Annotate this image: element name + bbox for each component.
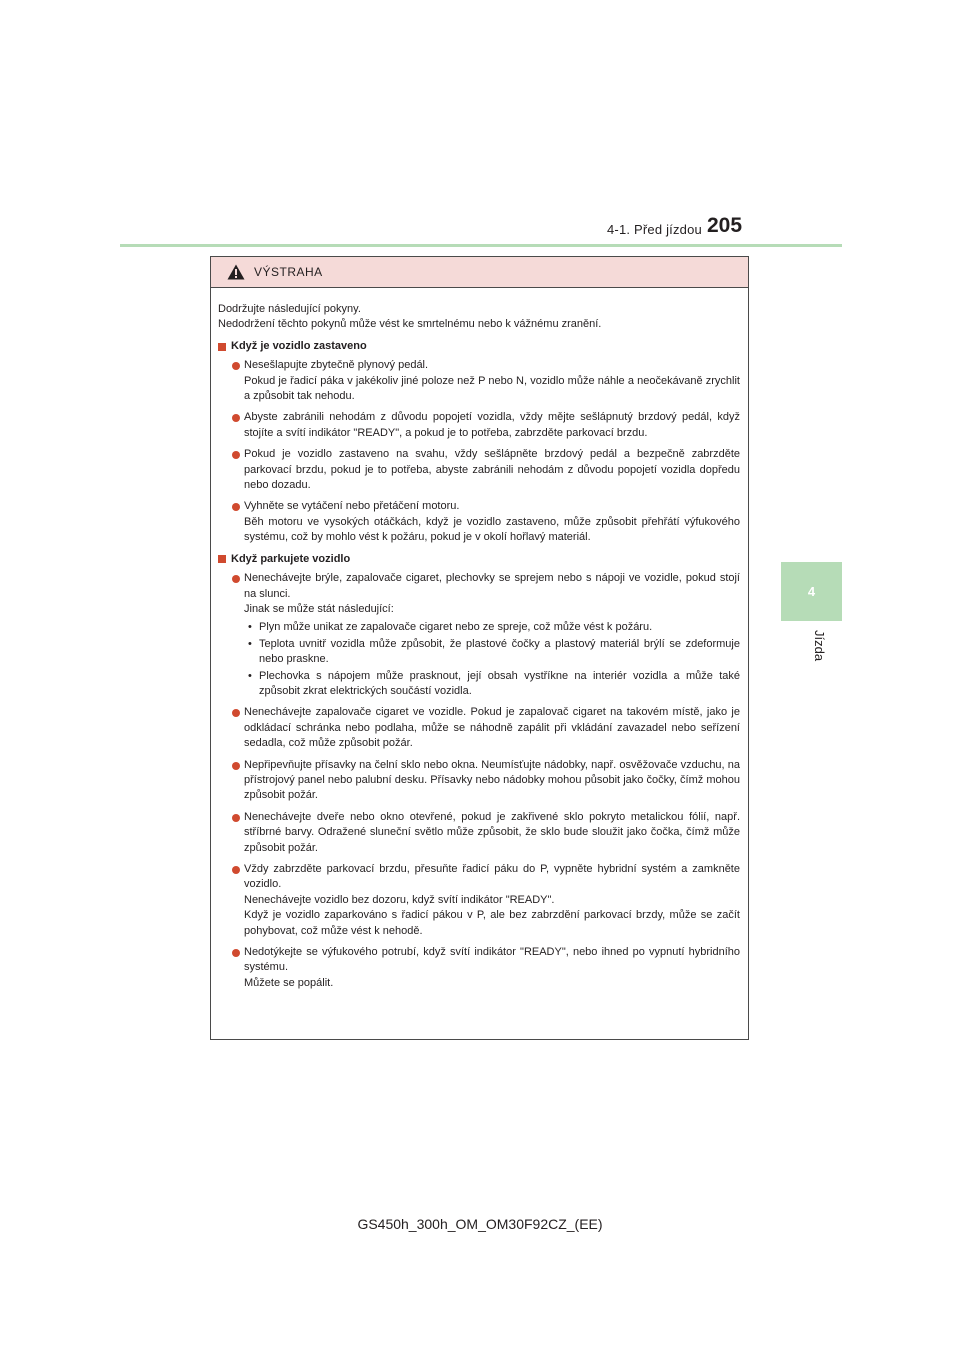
bullet-line: Nedotýkejte se výfukového potrubí, když svítí indikátor "READY", nebo ihned po vypnutí hybridního systému.: [244, 946, 740, 974]
warning-bullet: [218, 758, 740, 804]
section-heading-text: Když parkujete vozidlo: [231, 552, 351, 565]
warning-title: VÝSTRAHA: [254, 265, 323, 279]
square-bullet-icon: [218, 555, 226, 563]
sub-list: [244, 620, 740, 699]
page-number: 205: [707, 214, 743, 237]
warning-bullet: [218, 810, 740, 856]
sub-list-text: Teplota uvnitř vozidla může způsobit, že plastové čočky a plastový materiál brýlí se zdeformuje nebo praskne.: [259, 637, 740, 666]
square-bullet-icon: [218, 343, 226, 351]
dot-marker-icon: •: [248, 669, 252, 682]
bullet-line: Pokud je řadicí páka v jakékoliv jiné poloze než P nebo N, vozidlo může náhle a neočekávaně zrychlit a způsobit tak nehodu.: [244, 374, 740, 403]
dot-marker-icon: •: [248, 637, 252, 650]
intro-line: Dodržujte následující pokyny.: [218, 303, 361, 315]
header-rule: [120, 244, 842, 247]
warning-bullet: [218, 945, 740, 991]
warning-triangle-icon: [227, 264, 245, 280]
bullet-line: Nesešlapujte zbytečně plynový pedál.: [244, 359, 429, 372]
round-bullet-icon: [232, 949, 240, 957]
bullet-line: Nenechávejte zapalovače cigaret ve vozidle. Pokud je zapalovač cigaret na takovém místě, jako je odkládací schránka nebo podlaha, může se náhodně zapálit při vkládání zavazadel nebo seřízení sedadla, což může způsobit požár.: [244, 706, 740, 750]
chapter-label: Jízda: [812, 630, 827, 662]
bullet-line: Vždy zabrzděte parkovací brzdu, přesuňte řadicí páku do P, vypněte hybridní systém a zamkněte vozidlo.: [244, 863, 740, 891]
section-heading: [218, 552, 740, 567]
section-title: 4-1. Před jízdou: [607, 222, 702, 237]
bullet-line: Nenechávejte brýle, zapalovače cigaret, plechovky se sprejem nebo s nápoji ve vozidle, pokud stojí na slunci.: [244, 572, 740, 600]
bullet-line: Pokud je vozidlo zastaveno na svahu, vždy sešlápněte brzdový pedál a bezpečně zabrzděte parkovací brzdu, pokud je to potřeba, abyste zabránili nehodám z důvodu popojetí vozidla dopředu nebo dozadu.: [244, 448, 740, 492]
warning-body: [211, 288, 748, 991]
round-bullet-icon: [232, 362, 240, 370]
sub-list-text: Plechovka s nápojem může prasknout, její obsah vystříkne na interiér vozidla a může také způsobit zkrat elektrických součástí vozidla.: [259, 669, 740, 697]
section-heading: [218, 339, 740, 354]
warning-bullet: [218, 358, 740, 404]
warning-header: [211, 257, 748, 288]
dot-marker-icon: •: [248, 621, 252, 634]
round-bullet-icon: [232, 451, 240, 459]
intro-line: Nedodržení těchto pokynů může vést ke smrtelnému nebo k vážnému zranění.: [218, 318, 602, 331]
bullet-line: Nepřipevňujte přísavky na čelní sklo nebo okna. Neumísťujte nádobky, např. osvěžovače vzduchu, na přístrojový panel nebo palubní desku. Přísavky nebo nádobky mohou působit jako čočky, čímž mohou způsobit požár.: [244, 758, 740, 802]
round-bullet-icon: [232, 814, 240, 822]
chapter-tab[interactable]: 4: [781, 562, 842, 621]
warning-bullet: [218, 862, 740, 939]
warning-bullet: [218, 499, 740, 545]
bullet-line: Když je vozidlo zaparkováno s řadicí pákou v P, ale bez zabrzdění parkovací brzdy, může se začít pohybovat, což může vést k nehodě.: [244, 909, 740, 937]
warning-bullet: [218, 705, 740, 751]
bullet-line: Abyste zabránili nehodám z důvodu popojetí vozidla, vždy mějte sešlápnutý brzdový pedál, když stojíte a svítí indikátor "READY", a pokud je to potřeba, zabrzděte parkovací brzdu.: [244, 411, 740, 439]
sub-list-item: [244, 669, 740, 700]
round-bullet-icon: [232, 503, 240, 511]
bullet-line: Vyhněte se vytáčení nebo přetáčení motoru.: [244, 500, 460, 513]
warning-bullet: [218, 410, 740, 441]
bullet-line: Nenechávejte vozidlo bez dozoru, když svítí indikátor "READY".: [244, 893, 555, 906]
sub-list-item: [244, 620, 740, 635]
warning-box: [210, 256, 749, 1040]
sub-list-item: [244, 637, 740, 668]
warning-bullet: [218, 571, 740, 699]
bullet-line: Jinak se může stát následující:: [244, 602, 394, 615]
warning-intro: [218, 302, 740, 333]
section-heading-text: Když je vozidlo zastaveno: [231, 339, 367, 352]
warning-bullet: [218, 447, 740, 493]
bullet-line: Běh motoru ve vysokých otáčkách, když je vozidlo zastaveno, může způsobit přehřátí výfukového systému, což by mohlo vést k požáru, pokud je v okolí hořlavý materiál.: [244, 515, 740, 544]
round-bullet-icon: [232, 414, 240, 422]
round-bullet-icon: [232, 709, 240, 717]
round-bullet-icon: [232, 762, 240, 770]
sub-list-text: Plyn může unikat ze zapalovače cigaret nebo ze spreje, což může vést k požáru.: [259, 621, 653, 634]
round-bullet-icon: [232, 866, 240, 874]
footer-code: GS450h_300h_OM_OM30F92CZ_(EE): [357, 1216, 603, 1232]
warning-sections: [218, 339, 740, 991]
bullet-line: Můžete se popálit.: [244, 976, 334, 989]
round-bullet-icon: [232, 575, 240, 583]
bullet-line: Nenechávejte dveře nebo okno otevřené, pokud je zakřivené sklo pokryto metalickou fólií, např. stříbrné barvy. Odražené sluneční světlo může způsobit, že sklo bude sloužit jako čočka, čímž může způsobit požár.: [244, 810, 740, 854]
